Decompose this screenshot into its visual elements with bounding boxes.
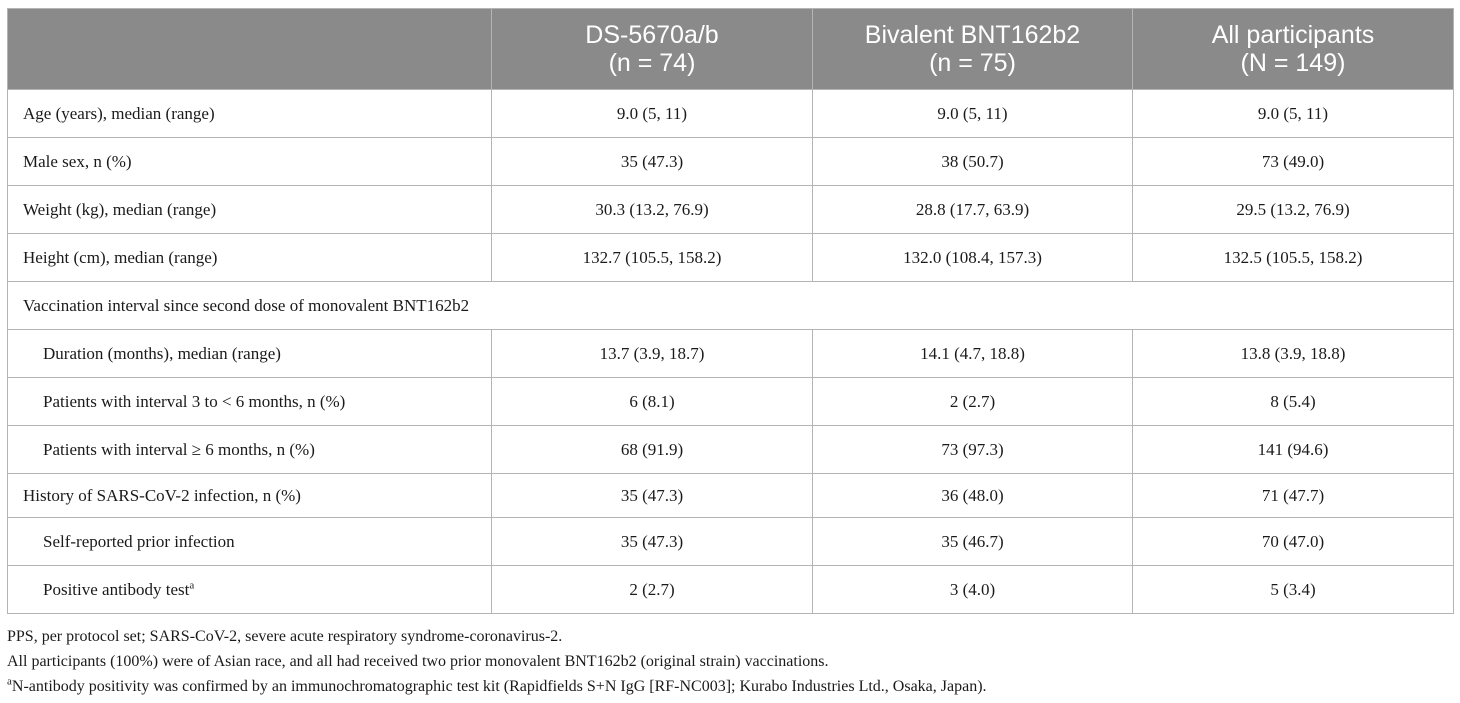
cell-ds5670: 68 (91.9): [492, 426, 813, 474]
cell-all: 8 (5.4): [1133, 378, 1454, 426]
footnote-a: [7, 674, 1453, 699]
table-row-sars-history: [8, 474, 1454, 518]
cell-all: 132.5 (105.5, 158.2): [1133, 234, 1454, 282]
baseline-characteristics-table: [7, 8, 1454, 614]
header-title: All participants: [1211, 21, 1375, 49]
table-row-interval-3-6: [8, 378, 1454, 426]
cell-all: 70 (47.0): [1133, 518, 1454, 566]
footnote-marker: a: [189, 578, 195, 591]
table-row-height: [8, 234, 1454, 282]
cell-bivalent: 132.0 (108.4, 157.3): [813, 234, 1133, 282]
row-label: Height (cm), median (range): [8, 234, 492, 282]
cell-ds5670: 13.7 (3.9, 18.7): [492, 330, 813, 378]
table-footnotes: [7, 624, 1453, 699]
cell-bivalent: 73 (97.3): [813, 426, 1133, 474]
header-cell-bivalent: [813, 9, 1133, 90]
row-label: Self-reported prior infection: [8, 518, 492, 566]
header-count: (N = 149): [1240, 49, 1346, 77]
header-count: (n = 74): [608, 49, 696, 77]
header-title: Bivalent BNT162b2: [864, 21, 1081, 49]
cell-bivalent: 28.8 (17.7, 63.9): [813, 186, 1133, 234]
table-row-male-sex: [8, 138, 1454, 186]
header-count: (n = 75): [929, 49, 1016, 77]
cell-ds5670: 132.7 (105.5, 158.2): [492, 234, 813, 282]
row-label: Weight (kg), median (range): [8, 186, 492, 234]
cell-bivalent: 36 (48.0): [813, 474, 1133, 518]
header-cell-blank: [8, 9, 492, 90]
row-label: Age (years), median (range): [8, 90, 492, 138]
cell-all: 5 (3.4): [1133, 566, 1454, 614]
table-row-self-reported: [8, 518, 1454, 566]
section-label: Vaccination interval since second dose of monovalent BNT162b2: [8, 282, 1454, 330]
cell-bivalent: 3 (4.0): [813, 566, 1133, 614]
header-title: DS-5670a/b: [585, 21, 719, 49]
cell-all: 29.5 (13.2, 76.9): [1133, 186, 1454, 234]
row-label: History of SARS-CoV-2 infection, n (%): [8, 474, 492, 518]
cell-bivalent: 9.0 (5, 11): [813, 90, 1133, 138]
footnote-a-marker: a: [7, 675, 12, 688]
table-section-row-vaccination-interval: [8, 282, 1454, 330]
footnote-a-text: N-antibody positivity was confirmed by an immunochromatographic test kit (Rapidfields S+N IgG [RF-NC003]; Kurabo Industries Ltd., Osaka, Japan).: [11, 678, 987, 695]
row-label: Patients with interval ≥ 6 months, n (%): [8, 426, 492, 474]
header-cell-ds5670: [492, 9, 813, 90]
cell-ds5670: 35 (47.3): [492, 138, 813, 186]
table-row-age: [8, 90, 1454, 138]
row-label: Male sex, n (%): [8, 138, 492, 186]
cell-ds5670: 35 (47.3): [492, 518, 813, 566]
cell-ds5670: 30.3 (13.2, 76.9): [492, 186, 813, 234]
table-row-interval-6-plus: [8, 426, 1454, 474]
table-row-duration: [8, 330, 1454, 378]
cell-ds5670: 9.0 (5, 11): [492, 90, 813, 138]
cell-all: 13.8 (3.9, 18.8): [1133, 330, 1454, 378]
cell-bivalent: 35 (46.7): [813, 518, 1133, 566]
cell-ds5670: 35 (47.3): [492, 474, 813, 518]
cell-all: 73 (49.0): [1133, 138, 1454, 186]
header-row: [8, 9, 1454, 90]
cell-ds5670: 6 (8.1): [492, 378, 813, 426]
row-label: [8, 566, 492, 614]
cell-bivalent: 14.1 (4.7, 18.8): [813, 330, 1133, 378]
cell-bivalent: 38 (50.7): [813, 138, 1133, 186]
row-label: Patients with interval 3 to < 6 months, n (%): [8, 378, 492, 426]
cell-all: 71 (47.7): [1133, 474, 1454, 518]
footnote-abbreviations: PPS, per protocol set; SARS-CoV-2, severe acute respiratory syndrome-coronavirus-2.: [7, 628, 563, 645]
row-label: Duration (months), median (range): [8, 330, 492, 378]
cell-all: 9.0 (5, 11): [1133, 90, 1454, 138]
cell-all: 141 (94.6): [1133, 426, 1454, 474]
table-row-weight: [8, 186, 1454, 234]
baseline-characteristics-table-wrapper: [7, 8, 1453, 614]
footnote-note: All participants (100%) were of Asian race, and all had received two prior monovalent BNT162b2 (original strain) vaccinations.: [7, 653, 829, 670]
cell-ds5670: 2 (2.7): [492, 566, 813, 614]
cell-bivalent: 2 (2.7): [813, 378, 1133, 426]
row-label-text: Positive antibody test: [43, 579, 190, 599]
header-cell-all: [1133, 9, 1454, 90]
table-row-positive-antibody: [8, 566, 1454, 614]
